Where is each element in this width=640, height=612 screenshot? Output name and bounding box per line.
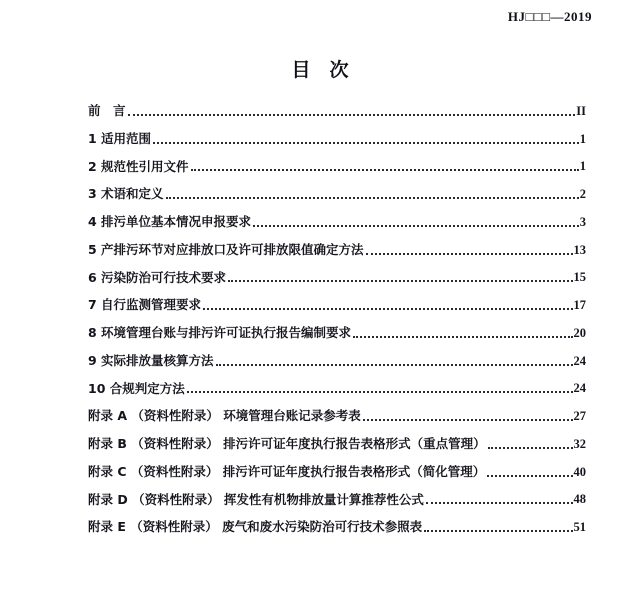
toc-entry-label: 附录 E （资料性附录） 废气和废水污染防治可行技术参照表 (88, 519, 423, 535)
dot-leader (426, 502, 573, 504)
toc-entry-label: 前 言 (88, 103, 126, 119)
dot-leader (128, 114, 576, 116)
toc-entry-page: 51 (573, 520, 586, 534)
toc-entry-label: 附录 D （资料性附录） 挥发性有机物排放量计算推荐性公式 (88, 491, 424, 507)
toc-entry-page: 2 (579, 187, 586, 201)
toc-entry-page: 27 (573, 409, 586, 423)
toc-entry-label: 8 环境管理台账与排污许可证执行报告编制要求 (88, 325, 352, 341)
toc-entry-label: 3 术语和定义 (88, 186, 164, 202)
toc-row (88, 452, 586, 480)
toc-entry-label: 10 合规判定方法 (88, 380, 185, 396)
toc-entry-page: 32 (573, 436, 586, 451)
dot-leader (353, 336, 572, 338)
toc-row (88, 424, 586, 452)
dot-leader (166, 197, 579, 199)
dot-leader (228, 280, 572, 282)
dot-leader (191, 169, 579, 171)
dot-leader (153, 142, 579, 144)
toc-entry-label: 附录 B （资料性附录） 排污许可证年度执行报告表格形式（重点管理） (88, 436, 486, 452)
toc-entry-page: 24 (573, 353, 586, 368)
toc-entry-label: 附录 A （资料性附录） 环境管理台账记录参考表 (88, 408, 361, 424)
toc-entry-label: 5 产排污环节对应排放口及许可排放限值确定方法 (88, 241, 364, 257)
toc-row (88, 174, 586, 202)
toc-row (88, 230, 586, 258)
toc-row (88, 258, 586, 286)
toc-row (88, 285, 586, 313)
table-of-contents (88, 91, 586, 535)
dot-leader (253, 225, 579, 227)
toc-entry-page: 13 (573, 242, 586, 257)
toc-entry-label: 6 污染防治可行技术要求 (88, 269, 227, 285)
toc-row (88, 341, 586, 369)
toc-entry-label: 附录 C （资料性附录） 排污许可证年度执行报告表格形式（简化管理） (88, 463, 486, 479)
toc-row (88, 119, 586, 147)
dot-leader (488, 447, 573, 449)
toc-row (88, 396, 586, 424)
toc-entry-page: 24 (573, 381, 586, 396)
toc-entry-page: 20 (573, 325, 586, 340)
toc-entry-page: 1 (579, 131, 586, 146)
standard-number: HJ□□□—2019 (507, 9, 592, 24)
toc-entry-label: 4 排污单位基本情况申报要求 (88, 214, 252, 230)
toc-entry-page: 40 (573, 464, 586, 479)
toc-row (88, 202, 586, 230)
dot-leader (216, 364, 573, 366)
toc-entry-page: 1 (579, 159, 586, 174)
dot-leader (363, 419, 573, 421)
page-title: 目 次 (291, 59, 349, 81)
toc-row (88, 147, 586, 175)
toc-row (88, 507, 586, 535)
toc-entry-page: 15 (573, 270, 586, 285)
dot-leader (424, 530, 572, 532)
toc-entry-label: 2 规范性引用文件 (88, 158, 189, 174)
toc-entry-page: II (576, 103, 586, 118)
dot-leader (187, 391, 573, 393)
toc-row (88, 91, 586, 119)
toc-entry-page: 48 (573, 492, 586, 507)
dot-leader (366, 253, 573, 255)
toc-entry-label: 9 实际排放量核算方法 (88, 352, 214, 368)
toc-entry-label: 7 自行监测管理要求 (88, 297, 202, 313)
toc-entry-page: 3 (579, 214, 586, 229)
toc-entry-page: 17 (573, 298, 586, 312)
dot-leader (203, 308, 572, 310)
toc-entry-label: 1 适用范围 (88, 130, 152, 146)
dot-leader (487, 475, 572, 477)
toc-row (88, 313, 586, 341)
toc-row (88, 369, 586, 397)
toc-row (88, 480, 586, 508)
